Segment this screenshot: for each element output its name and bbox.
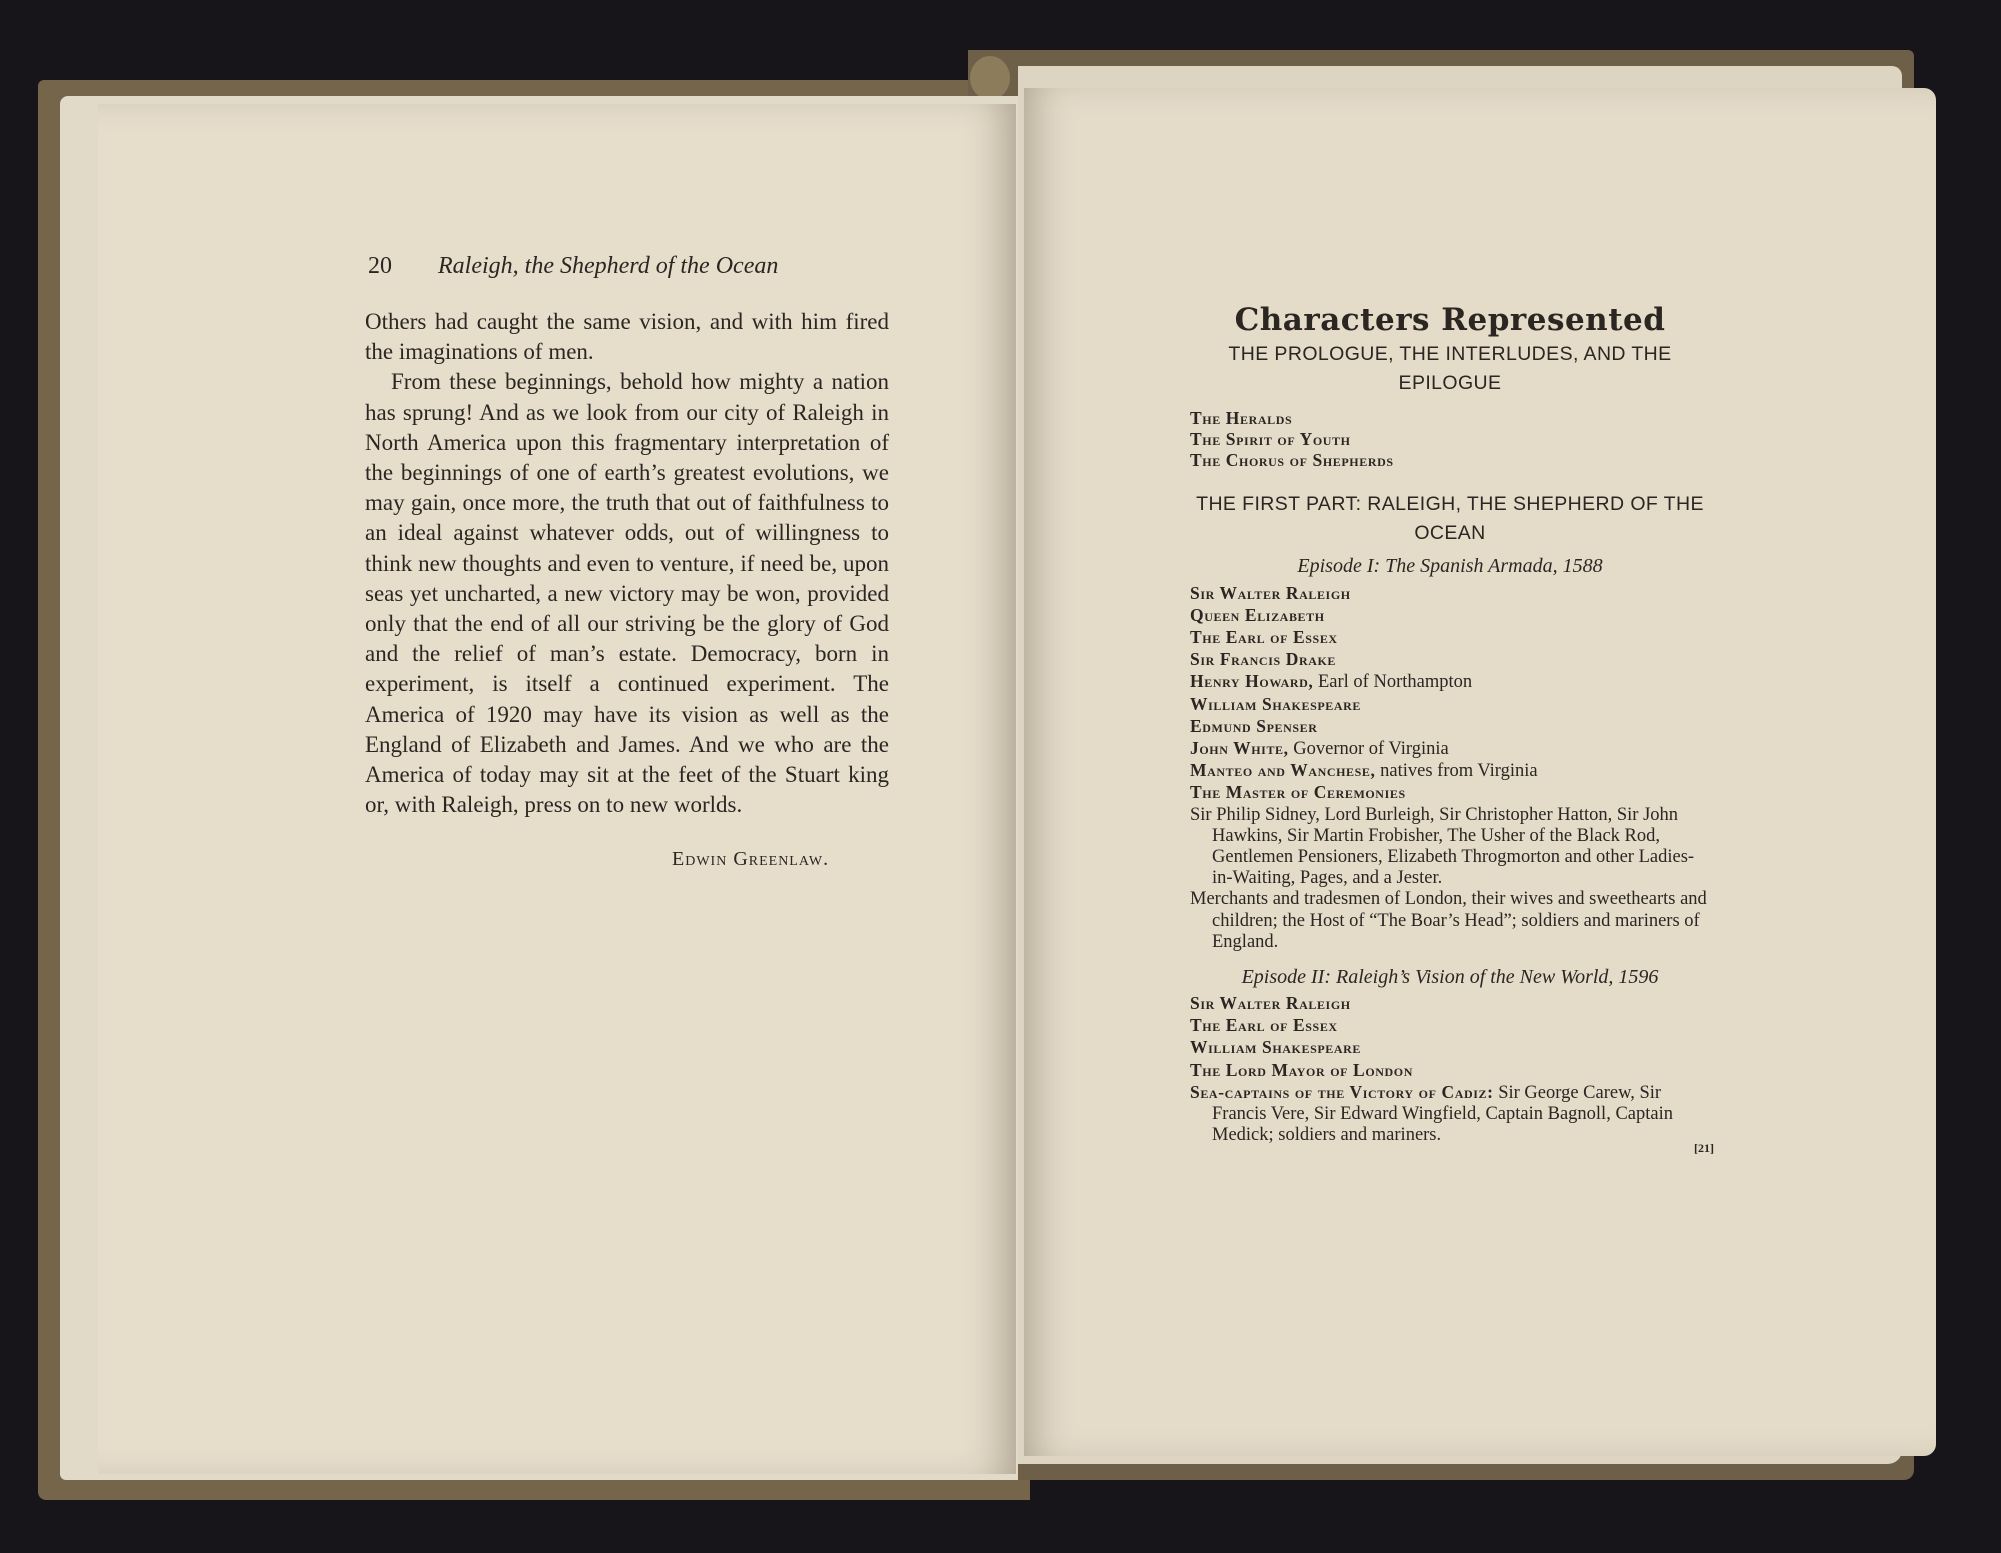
paragraph: From these beginnings, behold how mighty a nation has sprung! And as we look from our city of Raleigh in North America upon this fragmentary interpretation of the beginnings of one of earth’s greatest evolutions, we may gain, once more, the truth that out of faithfulness to an ideal against whatever odds, out of willingness to think new thoughts and even to venture, if need be, upon seas yet uncharted, a new victory may be won, provided only that the end of all our striving be the glory of God and the relief of man’s estate. Democracy, born in experiment, is itself a continued experiment. The America of 1920 may have its vision as well as the England of Elizabeth and James. And we who are the America of today may sit at the feet of the Stuart king or, with Raleigh, press on to new worlds. bbox=[365, 369, 889, 818]
author-signature: Edwin Greenlaw. bbox=[672, 848, 830, 870]
list-item: Sir Walter Raleigh bbox=[1190, 993, 1351, 1014]
characters-list-column bbox=[1190, 300, 1710, 1146]
list-item: John White, Governor of Virginia bbox=[1190, 738, 1449, 760]
running-head bbox=[368, 253, 888, 280]
list-item: Manteo and Wanchese, natives from Virginia bbox=[1190, 760, 1538, 782]
episode-title: Episode I: The Spanish Armada, 1588 bbox=[1297, 554, 1603, 577]
list-item: The Master of Ceremonies bbox=[1190, 782, 1406, 803]
paragraph: Others had caught the same vision, and with him fired the imaginations of men. bbox=[365, 309, 889, 365]
prologue-characters bbox=[1190, 408, 1710, 472]
list-item: The Earl of Essex bbox=[1190, 1015, 1338, 1036]
list-item: The Chorus of Shepherds bbox=[1190, 450, 1394, 471]
list-item: The Lord Mayor of London bbox=[1190, 1059, 1413, 1080]
list-item: William Shakespeare bbox=[1190, 693, 1362, 714]
page-heading: Characters Represented bbox=[1234, 302, 1666, 338]
list-item: Henry Howard, Earl of Northampton bbox=[1190, 671, 1473, 693]
section-title-prologue: THE PROLOGUE, THE INTERLUDES, AND THE EPILOGUE bbox=[1228, 343, 1672, 394]
list-item: Sir Walter Raleigh bbox=[1190, 582, 1351, 603]
episode1-characters bbox=[1190, 583, 1710, 953]
list-item: The Heralds bbox=[1190, 408, 1293, 428]
section-title-first-part: THE FIRST PART: RALEIGH, THE SHEPHERD OF THE OCEAN bbox=[1196, 492, 1704, 544]
list-item: Sir Francis Drake bbox=[1190, 649, 1337, 670]
spine-binding bbox=[970, 56, 1010, 100]
list-item: Sir Philip Sidney, Lord Burleigh, Sir Christopher Hatton, Sir John Hawkins, Sir Martin Frobisher, The Usher of the Black Rod, Gentlemen Pensioners, Elizabeth Throgmorton and other Ladies-in-Waiting, Pages, and a Jester. bbox=[1190, 804, 1695, 889]
list-item: William Shakespeare bbox=[1190, 1037, 1362, 1058]
list-item: The Earl of Essex bbox=[1190, 627, 1338, 648]
episode-title: Episode II: Raleigh’s Vision of the New World, 1596 bbox=[1241, 966, 1659, 989]
list-item: The Spirit of Youth bbox=[1190, 429, 1351, 450]
essay-body bbox=[365, 307, 889, 820]
list-item: Merchants and tradesmen of London, their wives and sweethearts and children; the Host of “The Boar’s Head”; soldiers and mariners of England. bbox=[1190, 889, 1707, 952]
folio-number: [21] bbox=[1694, 1141, 1714, 1155]
page-number: 20 bbox=[368, 253, 392, 279]
list-item: Sea-captains of the Victory of Cadiz: Sir George Carew, Sir Francis Vere, Sir Edward Wingfield, Captain Bagnoll, Captain Medick; soldiers and mariners. bbox=[1190, 1081, 1673, 1146]
list-item: Edmund Spenser bbox=[1190, 715, 1318, 736]
running-title: Raleigh, the Shepherd of the Ocean bbox=[438, 253, 779, 279]
list-item: Queen Elizabeth bbox=[1190, 604, 1325, 625]
episode2-characters bbox=[1190, 993, 1710, 1146]
